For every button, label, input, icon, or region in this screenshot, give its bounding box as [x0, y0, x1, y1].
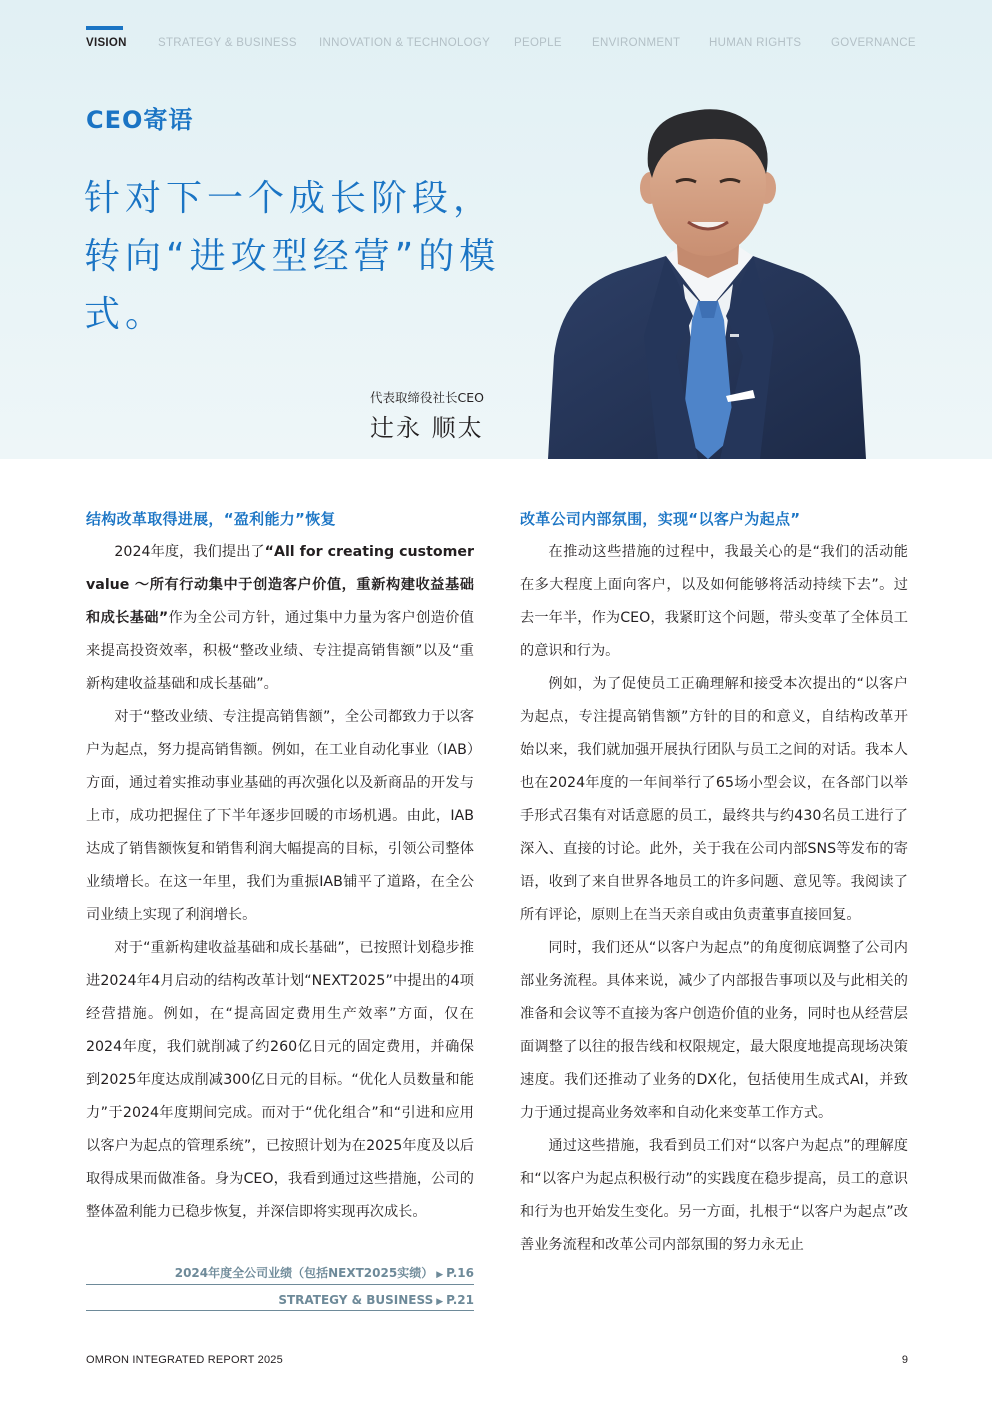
active-tab-indicator: [86, 26, 123, 30]
nav-tab-human-rights[interactable]: HUMAN RIGHTS: [709, 37, 802, 49]
left-p1-policy: “All for creating customer value ～所有行动集中于创造客户价值，重新构建收益基础和成长基础”: [86, 544, 475, 626]
link-strategy-business[interactable]: [86, 1291, 474, 1311]
left-paragraph-1: [86, 536, 474, 701]
nav-tab-innovation-technology[interactable]: INNOVATION & TECHNOLOGY: [319, 37, 491, 49]
report-title: OMRON INTEGRATED REPORT 2025: [86, 1354, 283, 1366]
left-column: [86, 505, 474, 1229]
link-strategy-business-label: STRATEGY & BUSINESS: [278, 1293, 434, 1307]
ceo-name: 辻永 顺太: [370, 414, 484, 442]
reference-links: [86, 1262, 474, 1317]
triangle-right-icon: ▶: [436, 1270, 444, 1280]
section-title: CEO寄语: [86, 106, 194, 134]
ceo-portrait: [548, 106, 868, 459]
left-column-heading: 结构改革取得进展，“盈利能力”恢复: [86, 510, 336, 528]
left-p1-rest: 作为全公司方针，通过集中力量为客户创造价值来提高投资效率，积极“整改业绩、专注提高销售额”以及“重新构建收益基础和成长基础”。: [86, 610, 474, 692]
link-strategy-business-page: P.21: [446, 1293, 474, 1307]
left-paragraph-3: 对于“重新构建收益基础和成长基础”，已按照计划稳步推进2024年4月启动的结构改革计划“NEXT2025”中提出的4项经营措施。例如，在“提高固定费用生产效率”方面，仅在2024年度，我们就削减了约260亿日元的固定费用，并确保到2025年度达成削减300亿日元的目标。“优化人员数量和能力”于2024年度期间完成。而对于“优化组合”和“引进和应用以客户为起点的管理系统”，已按照计划为在2025年度及以后取得成果而做准备。身为CEO，我看到通过这些措施，公司的整体盈利能力已稳步恢复，并深信即将实现再次成长。: [86, 940, 474, 1220]
left-paragraph-2: 对于“整改业绩、专注提高销售额”，全公司都致力于以客户为起点，努力提高销售额。例如，在工业自动化事业（IAB）方面，通过着实推动事业基础的再次强化以及新商品的开发与上市，成功把握住了下半年逐步回暖的市场机遇。由此，IAB达成了销售额恢复和销售利润大幅提高的目标，引领公司整体业绩增长。在这一年里，我们为重振IAB铺平了道路，在全公司业绩上实现了利润增长。: [86, 709, 474, 923]
headline: 针对下一个成长阶段，转向“进攻型经营”的模式。: [84, 178, 501, 335]
right-paragraph-1: 在推动这些措施的过程中，我最关心的是“我们的活动能在多大程度上面向客户，以及如何能够将活动持续下去”。过去一年半，作为CEO，我紧盯这个问题，带头变革了全体员工的意识和行为。: [520, 544, 908, 659]
ceo-role: 代表取缔役社长CEO: [370, 390, 484, 405]
right-paragraph-3: 同时，我们还从“以客户为起点”的角度彻底调整了公司内部业务流程。具体来说，减少了内部报告事项以及与此相关的准备和会议等不直接为客户创造价值的业务，同时也从经营层面调整了以往的报告线和权限规定，最大限度地提高现场决策速度。我们还推动了业务的DX化，包括使用生成式AI，并致力于通过提高业务效率和自动化来变革工作方式。: [520, 940, 908, 1121]
nav-tab-vision[interactable]: VISION: [86, 37, 127, 49]
link-fiscal-performance[interactable]: [86, 1262, 474, 1285]
right-column-heading: 改革公司内部氛围，实现“以客户为起点”: [520, 510, 801, 528]
nav-tab-people[interactable]: PEOPLE: [514, 37, 562, 49]
link-fiscal-performance-label: 2024年度全公司业绩（包括NEXT2025实绩）: [174, 1266, 434, 1280]
right-paragraph-4: 通过这些措施，我看到员工们对“以客户为起点”的理解度和“以客户为起点积极行动”的实践度在稳步提高，员工的意识和行为也开始发生变化。另一方面，扎根于“以客户为起点”改善业务流程和改革公司内部氛围的努力永无止: [520, 1138, 908, 1253]
top-navigation: [86, 26, 916, 56]
right-paragraph-2: 例如，为了促使员工正确理解和接受本次提出的“以客户为起点，专注提高销售额”方针的目的和意义，自结构改革开始以来，我们就加强开展执行团队与员工之间的对话。我本人也在2024年度的一年间举行了65场小型会议，在各部门以举手形式召集有对话意愿的员工，最终共与约430名员工进行了深入、直接的讨论。此外，关于我在公司内部SNS等发布的寄语，收到了来自世界各地员工的许多问题、意见等。我阅读了所有评论，原则上在当天亲自或由负责董事直接回复。: [520, 676, 908, 923]
nav-tab-environment[interactable]: ENVIRONMENT: [592, 37, 681, 49]
nav-tab-governance[interactable]: GOVERNANCE: [831, 37, 916, 49]
link-fiscal-performance-page: P.16: [446, 1266, 474, 1280]
page-number: 9: [901, 1354, 908, 1366]
triangle-right-icon: ▶: [436, 1297, 444, 1307]
nav-tab-strategy-business[interactable]: STRATEGY & BUSINESS: [158, 37, 297, 49]
right-column: [520, 505, 908, 1262]
left-p1-intro: 2024年度，我们提出了: [114, 544, 265, 560]
